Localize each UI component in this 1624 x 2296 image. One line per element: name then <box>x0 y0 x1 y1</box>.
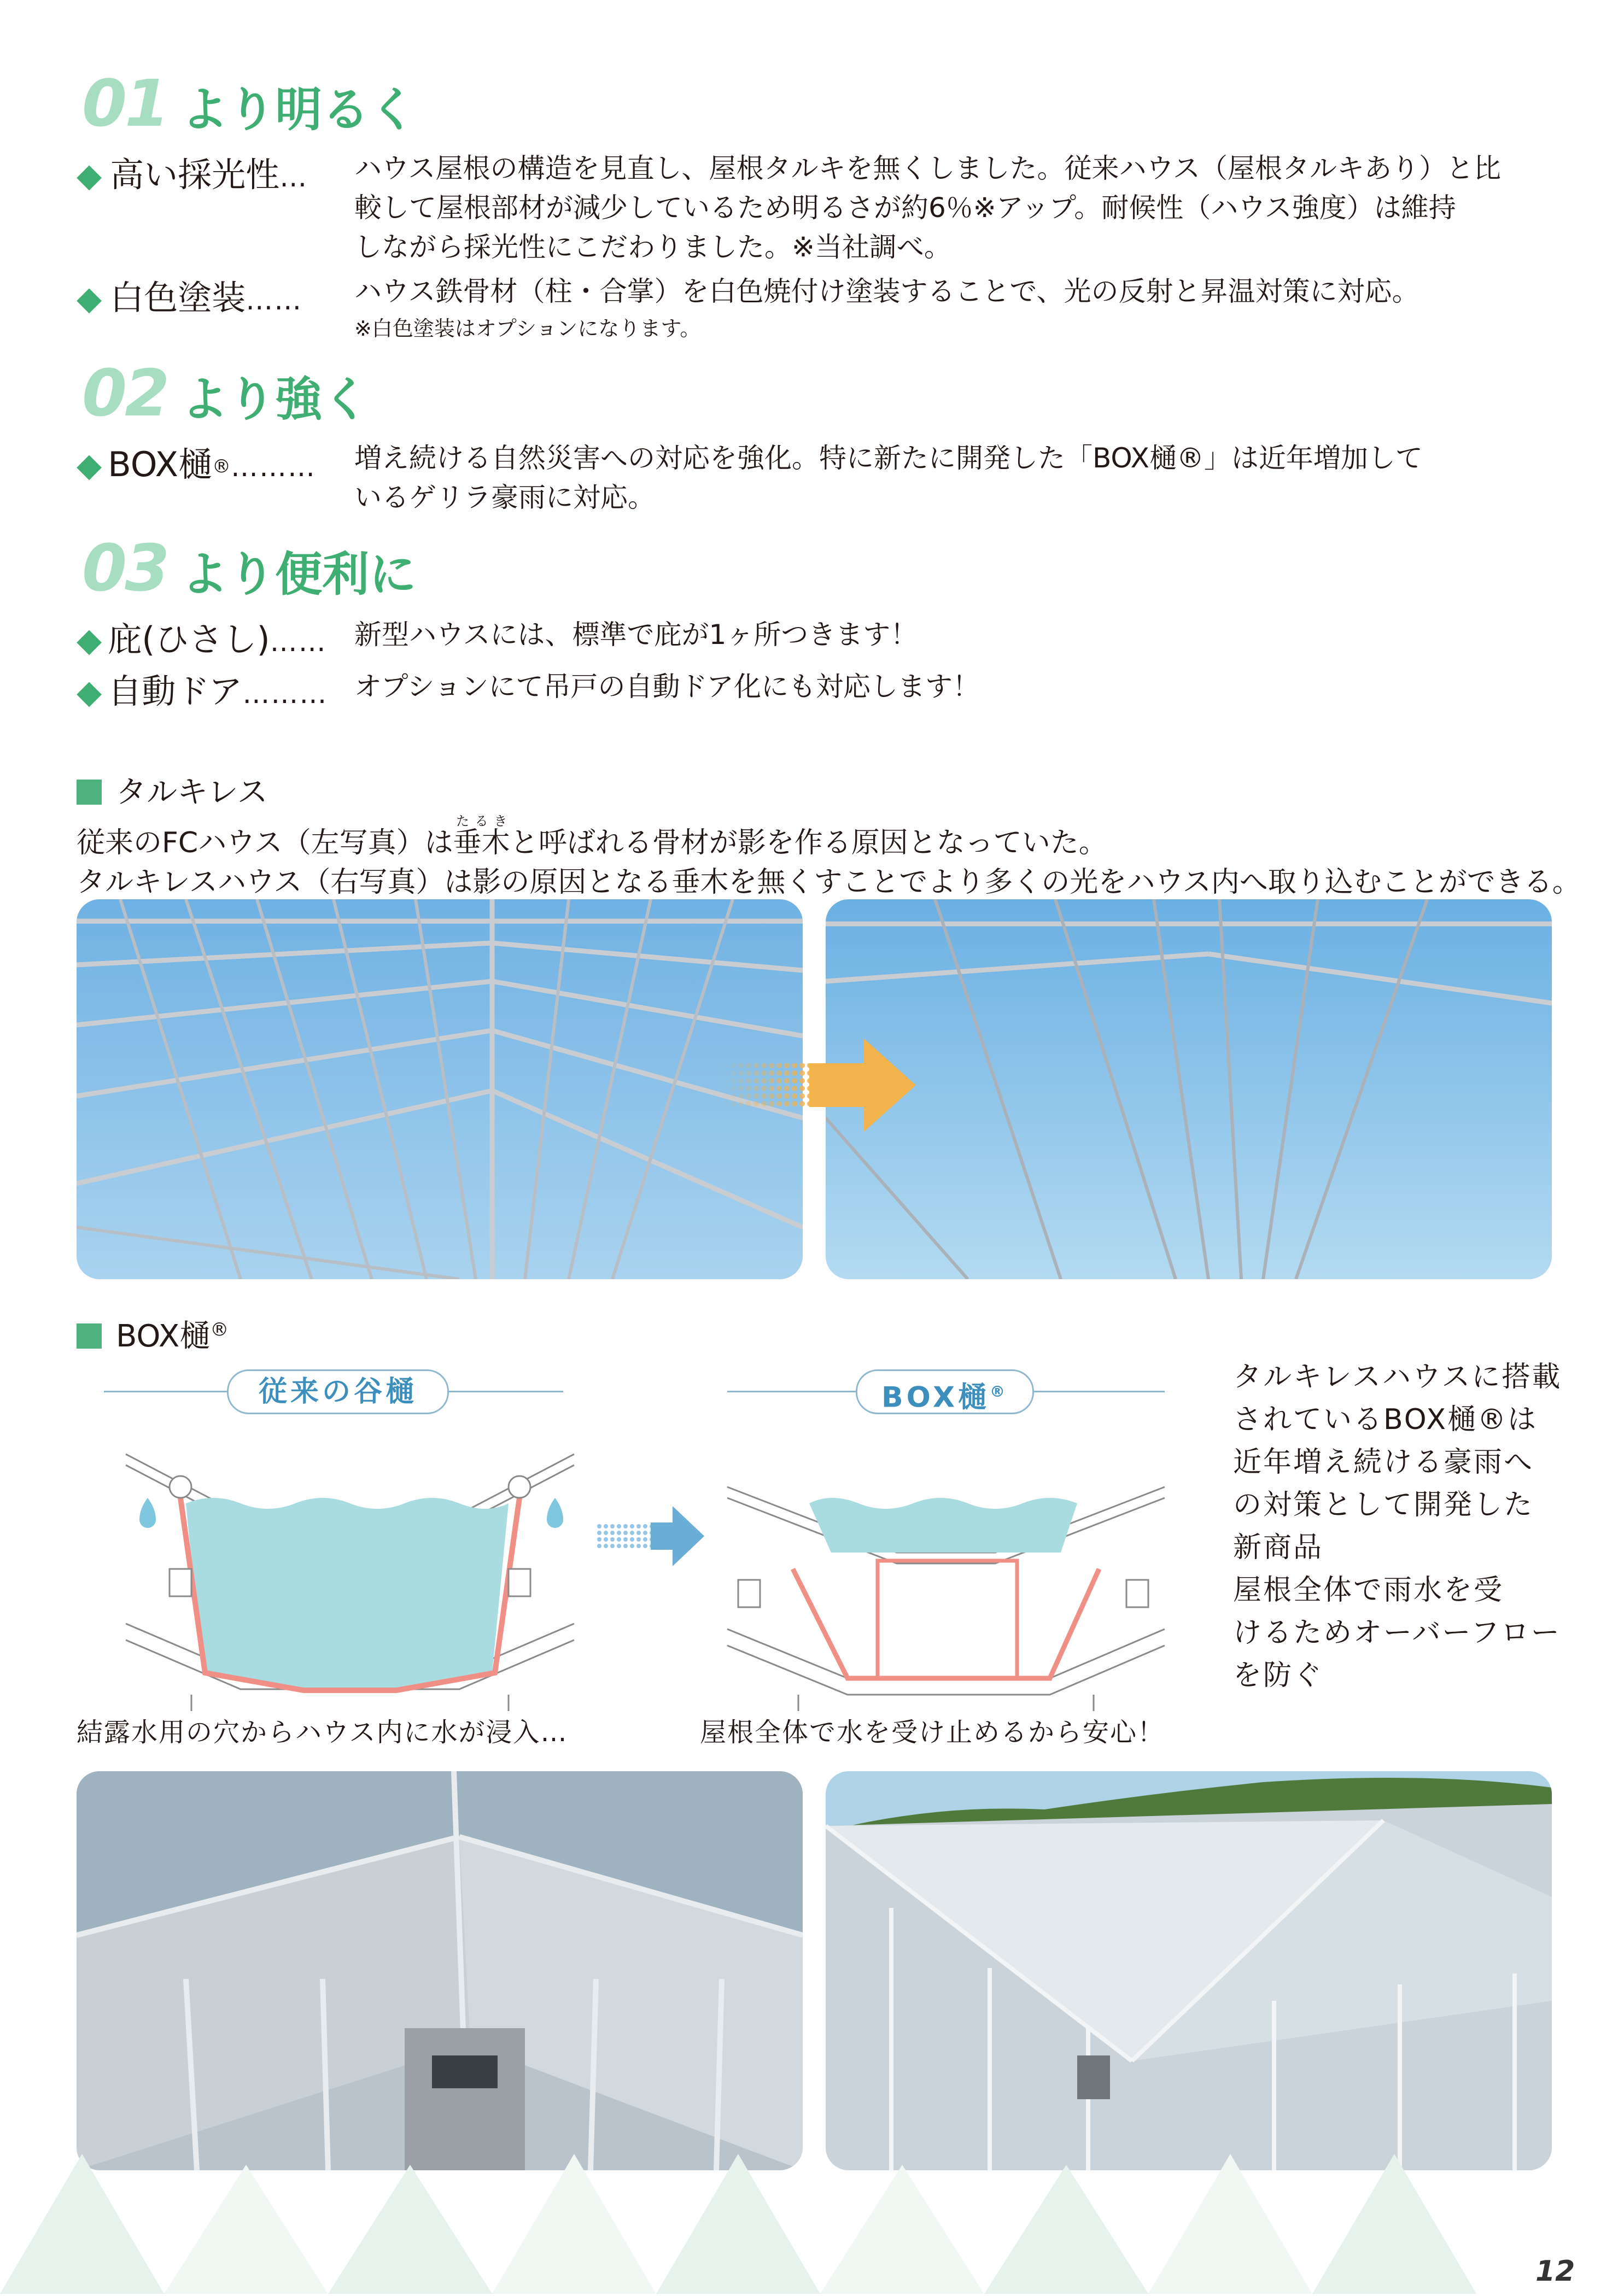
label-conventional-gutter: 従来の谷樋 <box>227 1369 449 1414</box>
side-line: 近年増え続ける豪雨へ <box>1233 1446 1534 1479</box>
description-line: いるゲリラ豪雨に対応。 <box>354 482 655 513</box>
roof-frame-illustration <box>826 899 1552 1279</box>
side-line: 新商品 <box>1233 1531 1324 1564</box>
caption-box-gutter: 屋根全体で水を受け止めるから安心！ <box>700 1717 1165 1748</box>
diagram-box-gutter <box>722 1443 1170 1711</box>
description-text: と呼ばれる骨材が影を作る原因となっていた。 <box>510 827 1107 859</box>
square-bullet-icon <box>77 1323 102 1349</box>
diamond-bullet-icon: ◆ <box>77 156 102 195</box>
arrow-right-icon <box>722 1039 919 1132</box>
diamond-bullet-icon: ◆ <box>77 279 102 318</box>
section-01-heading <box>82 66 1558 148</box>
side-line: の対策として開発した <box>1233 1489 1534 1521</box>
water-drop-icon <box>139 1498 156 1528</box>
feature-item <box>77 148 308 196</box>
page-number: 12 <box>1535 2255 1575 2288</box>
section-number: 02 <box>82 355 168 431</box>
ruby-word <box>453 813 510 859</box>
label-box-gutter-text: BOX樋 <box>881 1381 990 1414</box>
description-line: 較して屋根部材が減少しているため明るさが約6％※アップ。耐候性（ハウス強度）は維持 <box>354 192 1456 224</box>
feature-item <box>77 437 316 486</box>
feature-item <box>77 664 328 713</box>
leader-dots: …… <box>246 284 303 316</box>
feature-description <box>354 615 918 654</box>
leader-dots: ……… <box>242 678 328 710</box>
ruby-base: 垂木 <box>453 827 510 859</box>
tarukiless-description <box>77 813 1586 902</box>
photo-box-gutter-exterior <box>826 1771 1552 2170</box>
section-title: より便利に <box>181 547 417 602</box>
feature-term: BOX樋 <box>108 444 213 484</box>
feature-description <box>354 149 1568 267</box>
feature-description <box>354 438 1568 517</box>
side-line: 屋根全体で雨水を受 <box>1233 1574 1504 1607</box>
description-line: 新型ハウスには、標準で庇が1ヶ所つきます！ <box>354 619 918 651</box>
section-01 <box>82 66 1558 148</box>
photo-fc-house-roof <box>77 899 803 1279</box>
description-line: ハウス鉄骨材（柱・合掌）を白色焼付け塗装することで、光の反射と昇温対策に対応。 <box>354 276 1419 307</box>
tarukiless-heading-text: タルキレス <box>116 775 268 810</box>
registered-mark: ® <box>210 1319 229 1341</box>
description-text: 従来のFCハウス（左写真）は <box>77 827 453 859</box>
feature-item <box>77 271 302 319</box>
description-line: ハウス屋根の構造を見直し、屋根タルキを無くしました。従来ハウス（屋根タルキあり）と比 <box>354 153 1501 184</box>
feature-description <box>354 272 1568 311</box>
feature-description <box>354 667 980 706</box>
photo-tarukiless-house-roof <box>826 899 1552 1279</box>
leader-dots: … <box>279 161 308 193</box>
description-line: タルキレスハウス（右写真）は影の原因となる垂木を無くすことでより多くの光をハウス内へ取り込むことができる。 <box>77 866 1581 899</box>
feature-term: 白色塗装 <box>110 278 246 318</box>
section-number: 03 <box>82 530 168 606</box>
diamond-bullet-icon: ◆ <box>77 621 102 659</box>
description-line: 増え続ける自然災害への対応を強化。特に新たに開発した「BOX樋®」は近年増加して <box>354 442 1423 474</box>
side-line: を防ぐ <box>1233 1659 1324 1692</box>
diamond-bullet-icon: ◆ <box>77 446 102 484</box>
roof-frame-illustration <box>77 899 803 1279</box>
leader-dots: ……… <box>231 451 317 483</box>
side-line: されているBOX樋®は <box>1233 1403 1538 1436</box>
box-gutter-heading <box>77 1312 229 1356</box>
photo-box-gutter-interior <box>77 1771 803 2170</box>
decorative-triangle-pattern <box>0 2132 1624 2294</box>
water-drop-icon <box>547 1498 563 1528</box>
description-line <box>77 813 1586 863</box>
arrow-right-icon <box>596 1503 705 1569</box>
ruby-reading: たるき <box>453 813 510 829</box>
diamond-bullet-icon: ◆ <box>77 673 102 711</box>
label-box-gutter <box>856 1369 1034 1414</box>
registered-mark: ® <box>990 1383 1009 1401</box>
section-title: より明るく <box>181 83 417 137</box>
tarukiless-heading <box>77 768 268 812</box>
section-02 <box>82 355 369 431</box>
section-number: 01 <box>82 66 168 141</box>
box-gutter-side-description <box>1233 1356 1583 1697</box>
diagram-conventional-gutter <box>115 1443 585 1711</box>
side-line: けるためオーバーフロー <box>1233 1616 1561 1649</box>
square-bullet-icon <box>77 780 102 805</box>
box-gutter-heading-text: BOX樋 <box>116 1319 211 1354</box>
section-03 <box>82 530 416 606</box>
caption-conventional-gutter: 結露水用の穴からハウス内に水が浸入… <box>77 1717 568 1748</box>
feature-term: 高い採光性 <box>110 155 280 195</box>
description-line: しながら採光性にこだわりました。※当社調べ。 <box>354 231 951 263</box>
section-title: より強く <box>181 372 370 427</box>
feature-note: ※白色塗装はオプションになります。 <box>354 317 701 341</box>
feature-term: 庇(ひさし) <box>108 619 270 659</box>
side-line: タルキレスハウスに搭載 <box>1233 1361 1562 1393</box>
leader-dots: …… <box>270 626 327 658</box>
feature-item <box>77 612 327 661</box>
feature-term: 自動ドア <box>108 671 243 711</box>
registered-mark: ® <box>212 455 231 478</box>
description-line: オプションにて吊戸の自動ドア化にも対応します！ <box>354 671 980 702</box>
